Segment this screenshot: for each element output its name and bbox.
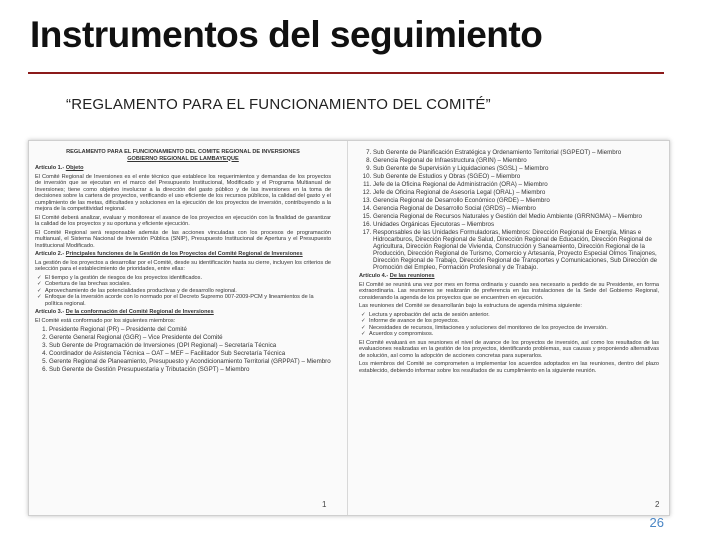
committee-member: 7. Sub Gerente de Planificación Estratégica y Ordenamiento Territorial (SGPEOT) – Miembro bbox=[373, 149, 659, 156]
committee-member: 9. Sub Gerente de Supervisión y Liquidaciones (SGSL) – Miembro bbox=[373, 165, 659, 172]
article-1-title: Objeto bbox=[65, 165, 84, 171]
title-underline bbox=[28, 72, 664, 74]
committee-members-list bbox=[35, 326, 331, 373]
article-1-paragraph-1: El Comité Regional de Inversiones es el ente técnico que establece los requerimientos y demandas de los proyectos de inversión que se ejecutan en el marco del Presupuesto Institucional, Modificado y el Programa Multianual de Inversiones; tiene como objetivo involucrar a la dirección del gasto público y de las inversiones en la toma de decisiones sobre la cartera de proyectos, verificando el uso eficiente de los recursos públicos, la calidad del gasto y el cumplimiento de las metas, dificultades y soluciones en la ejecución de los proyectos de inversión, contribuyendo a la mejora de la competitividad regional. bbox=[35, 173, 331, 212]
article-4-paragraph-3: El Comité evaluará en sus reuniones el nivel de avance de los proyectos de inversión, así como los resultados de las evaluaciones realizadas en la gestión de los proyectos, identificando problemas, sus causas y proponiendo alternativas de solución, así como la adopción de acciones concretas para superarlos. bbox=[359, 339, 659, 359]
page-number-left: 1 bbox=[322, 500, 327, 509]
committee-member: 3. Sub Gerente de Programación de Inversiones (OPI Regional) – Secretaría Técnica bbox=[49, 342, 331, 349]
article-2-intro: La gestión de los proyectos a desarrollar por el Comité, desde su identificación hasta su cierre, incluyen los criterios de selección para el establecimiento de prioridades, entre ellas: bbox=[35, 259, 331, 272]
committee-member: 13. Gerencia Regional de Desarrollo Económico (GRDE) – Miembro bbox=[373, 197, 659, 204]
committee-member: 10. Sub Gerente de Estudios y Obras (SGEO) – Miembro bbox=[373, 173, 659, 180]
document-heading-line-2: GOBIERNO REGIONAL DE LAMBAYEQUE bbox=[127, 155, 239, 162]
document-scan bbox=[28, 140, 670, 516]
responsables-item: 17. Responsables de las Unidades Formuladoras, Miembros: Dirección Regional de Energía, Minas e Hidrocarburos, Dirección Regional de Salud, Dirección Regional de Educación, Dirección Regional de Agricultura, Dirección Regional de Vivienda, Construcción y Saneamiento, Dirección Regional de la Producción, Dirección Regional de Turismo, Comercio y Artesanía, Proyecto Especial Olmos Tinajones, Dirección Regional de Trabajo, Dirección Regional de Transportes y Comunicaciones, Sub Dirección de Promoción del Empleo, Formación Profesional y de Trabajo. bbox=[373, 229, 659, 271]
criteria-item: ✓ Enfoque de la inversión acorde con lo normado por el Decreto Supremo 007-2009-PCM y lineamientos de la política regional. bbox=[45, 294, 331, 307]
committee-member: 6. Sub Gerente de Gestión Presupuestaria y Tributación (SGPT) – Miembro bbox=[49, 366, 331, 373]
criteria-item: ✓ Aprovechamiento de las potencialidades productivas y de desarrollo regional. bbox=[45, 288, 331, 295]
agenda-item: ✓ Acuerdos y compromisos. bbox=[369, 331, 659, 338]
article-4-paragraph-4: Los miembros del Comité se comprometen a implementar los acuerdos adoptados en las reuniones, dentro del plazo establecido, debiendo informar sobre los resultados de su cumplimiento en la siguiente reunión. bbox=[359, 361, 659, 374]
article-3-label: Artículo 3.- bbox=[35, 309, 65, 315]
criteria-item: ✓ Cobertura de las brechas sociales. bbox=[45, 281, 331, 288]
article-4-paragraph-1: El Comité se reunirá una vez por mes en forma ordinaria y cuando sea necesario a pedido de su Presidente, en forma extraordinaria. Las reuniones se realizarán de preferencia en las instalaciones de la Sede del Gobierno Regional, considerando la agenda de los proyectos que se encuentren en ejecución. bbox=[359, 281, 659, 301]
article-2-heading bbox=[35, 251, 331, 258]
article-1-heading bbox=[35, 165, 331, 172]
article-3-intro: El Comité está conformado por los siguientes miembros: bbox=[35, 317, 176, 324]
document-heading-line-1: REGLAMENTO PARA EL FUNCIONAMIENTO DEL COMITÉ REGIONAL DE INVERSIONES bbox=[66, 149, 300, 155]
agenda-list bbox=[359, 312, 659, 338]
article-1-paragraph-3: El Comité Regional será responsable además de las acciones vinculadas con los procesos de programación multianual, el Sistema Nacional de Inversión Pública (SNIP), Presupuesto Institucional de Apertura y el Presupuesto Institucional Modificado. bbox=[35, 229, 331, 249]
article-1-paragraph-2: El Comité deberá analizar, evaluar y monitorear el avance de los proyectos en ejecución con la finalidad de garantizar la calidad de los proyectos y su oportuna y eficiente ejecución. bbox=[35, 214, 331, 227]
committee-member: 14. Gerencia Regional de Desarrollo Social (GRDS) – Miembro bbox=[373, 205, 659, 212]
article-4-paragraph-2: Las reuniones del Comité se desarrollarán bajo la estructura de agenda mínima siguiente: bbox=[359, 303, 582, 309]
slide-subtitle: “REGLAMENTO PARA EL FUNCIONAMIENTO DEL COMITÉ” bbox=[66, 96, 491, 113]
committee-member: 15. Gerencia Regional de Recursos Naturales y Gestión del Medio Ambiente (GRRNGMA) – Miembro bbox=[373, 213, 659, 220]
article-3-title: De la conformación del Comité Regional de Inversiones bbox=[65, 309, 214, 315]
committee-member: 1. Presidente Regional (PR) – Presidente del Comité bbox=[49, 326, 331, 333]
article-2-label: Artículo 2.- bbox=[35, 251, 65, 257]
criteria-item: ✓ El tiempo y la gestión de riesgos de los proyectos identificados. bbox=[45, 275, 331, 282]
committee-member: 16. Unidades Orgánicas Ejecutoras – Miembros bbox=[373, 221, 659, 228]
document-page-right bbox=[359, 149, 659, 497]
article-4-label: Artículo 4.- bbox=[359, 273, 389, 279]
agenda-item: ✓ Necesidades de recursos, limitaciones y soluciones del monitoreo de los proyectos de inversión. bbox=[369, 325, 659, 332]
page-number-right: 2 bbox=[655, 500, 660, 509]
slide-title: Instrumentos del seguimiento bbox=[30, 14, 543, 55]
committee-member: 5. Gerente Regional de Planeamiento, Presupuesto y Acondicionamiento Territorial (GRPPAT) – Miembro bbox=[49, 358, 331, 365]
article-2-criteria-list bbox=[35, 275, 331, 308]
committee-member: 12. Jefe de Oficina Regional de Asesoría Legal (ORAL) – Miembro bbox=[373, 189, 659, 196]
responsables-list bbox=[359, 229, 659, 271]
committee-members-list-continued bbox=[359, 149, 659, 228]
agenda-item: ✓ Informe de avance de los proyectos. bbox=[369, 318, 659, 325]
slide-number: 26 bbox=[649, 515, 664, 530]
article-4-heading bbox=[359, 273, 659, 280]
agenda-item: ✓ Lectura y aprobación del acta de sesión anterior. bbox=[369, 312, 659, 319]
committee-member: 4. Coordinador de Asistencia Técnica – OAT – MEF – Facilitador Sub Secretaría Técnica bbox=[49, 350, 331, 357]
article-3-heading bbox=[35, 309, 331, 316]
document-page-left bbox=[35, 149, 331, 497]
committee-member: 11. Jefe de la Oficina Regional de Administración (ORA) – Miembro bbox=[373, 181, 659, 188]
committee-member: 8. Gerencia Regional de Infraestructura (GRIN) – Miembro bbox=[373, 157, 659, 164]
committee-member: 2. Gerente General Regional (GGR) – Vice Presidente del Comité bbox=[49, 334, 331, 341]
article-1-label: Artículo 1.- bbox=[35, 165, 65, 171]
article-2-title: Principales funciones de la Gestión de los Proyectos del Comité Regional de Inversiones bbox=[65, 251, 303, 257]
article-4-title: De las reuniones bbox=[389, 273, 435, 279]
document-heading bbox=[35, 149, 331, 162]
page-divider bbox=[347, 141, 348, 515]
